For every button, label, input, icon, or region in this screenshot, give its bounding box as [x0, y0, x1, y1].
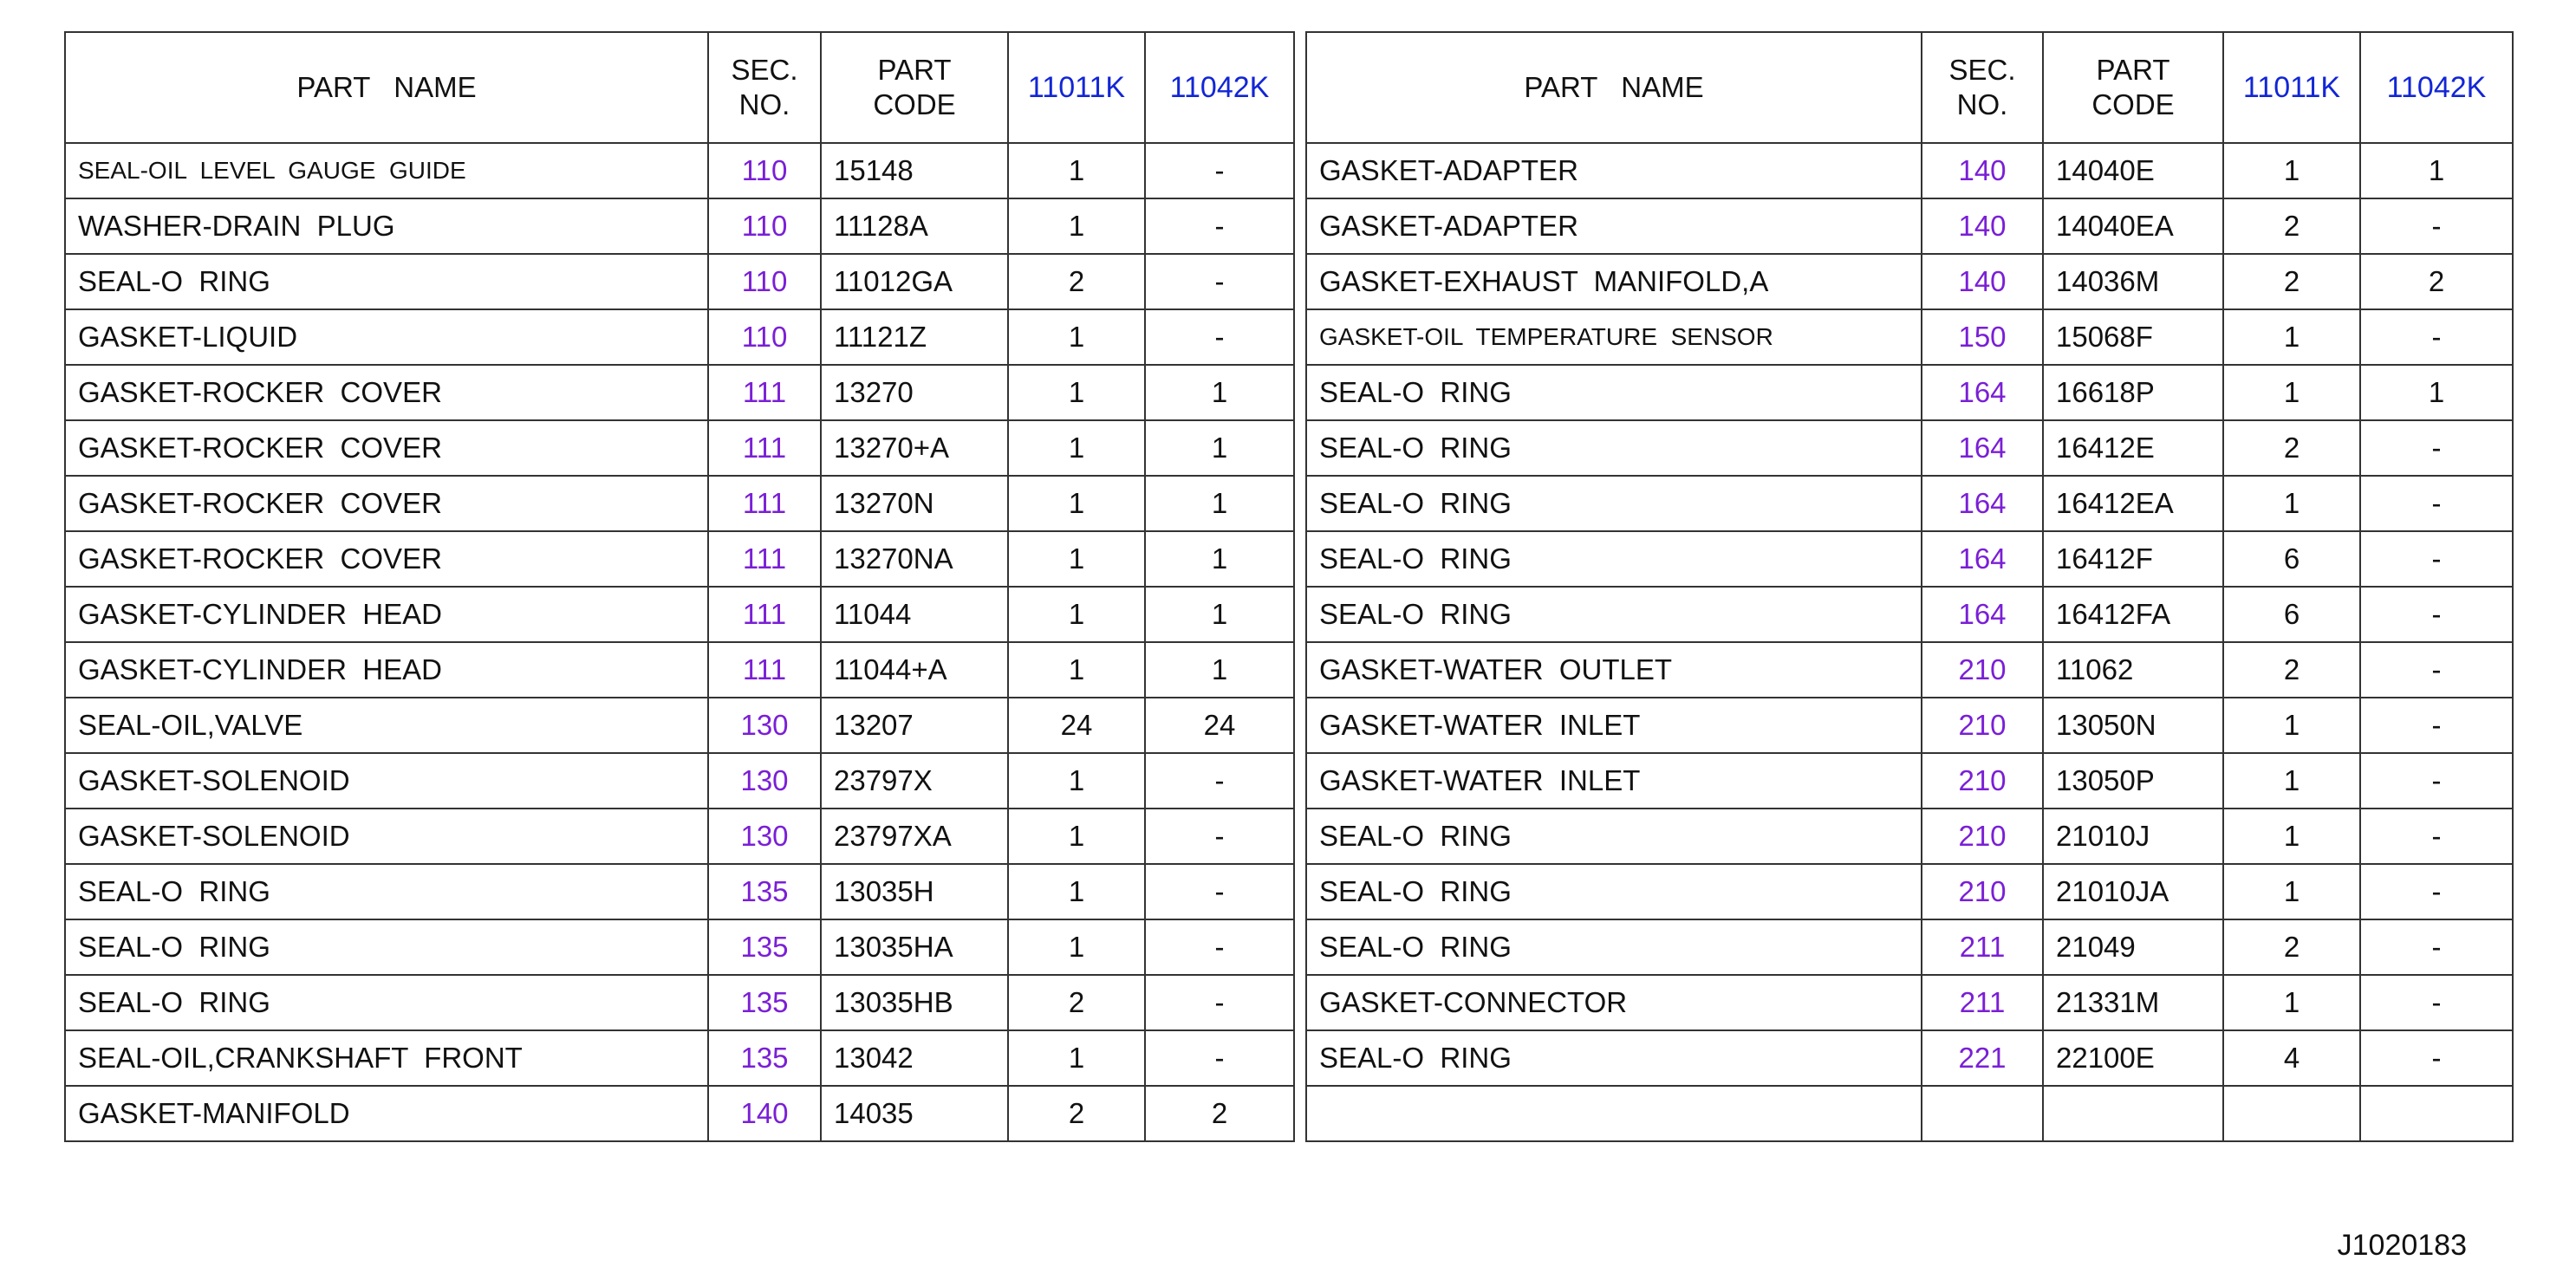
header-sec-no-left: [708, 32, 821, 143]
right-part-name: GASKET-OIL TEMPERATURE SENSOR: [1306, 309, 1922, 365]
right-part-name: SEAL-O RING: [1306, 476, 1922, 531]
right-part-code: 16412FA: [2043, 587, 2223, 642]
left-part-name: SEAL-O RING: [65, 919, 708, 975]
left-part-code: 13035HA: [821, 919, 1008, 975]
right-qty-model-a: 1: [2223, 809, 2360, 864]
table-row: [65, 143, 2513, 198]
right-sec-no: 211: [1922, 975, 2043, 1030]
column-divider: [1294, 365, 1306, 420]
left-qty-model-a: 2: [1008, 975, 1145, 1030]
column-divider: [1294, 809, 1306, 864]
right-part-name: SEAL-O RING: [1306, 420, 1922, 476]
right-sec-no: 210: [1922, 698, 2043, 753]
left-qty-model-b: -: [1145, 254, 1294, 309]
column-divider: [1294, 420, 1306, 476]
right-part-code: 13050P: [2043, 753, 2223, 809]
right-qty-model-a: 2: [2223, 198, 2360, 254]
header-model-a-left: 11011K: [1008, 32, 1145, 143]
table-row: [65, 975, 2513, 1030]
left-sec-no: 110: [708, 143, 821, 198]
right-part-name: GASKET-CONNECTOR: [1306, 975, 1922, 1030]
right-qty-model-a: 2: [2223, 642, 2360, 698]
right-qty-model-b: -: [2360, 420, 2513, 476]
column-divider: [1294, 1030, 1306, 1086]
left-qty-model-b: -: [1145, 309, 1294, 365]
left-qty-model-a: 2: [1008, 1086, 1145, 1141]
table-row: [65, 531, 2513, 587]
left-part-name: GASKET-SOLENOID: [65, 809, 708, 864]
right-part-code: 13050N: [2043, 698, 2223, 753]
right-part-name: SEAL-O RING: [1306, 864, 1922, 919]
left-part-code: 14035: [821, 1086, 1008, 1141]
left-part-code: 23797X: [821, 753, 1008, 809]
right-sec-no: 210: [1922, 642, 2043, 698]
left-part-code: 15148: [821, 143, 1008, 198]
right-part-name: SEAL-O RING: [1306, 531, 1922, 587]
right-qty-model-b: -: [2360, 531, 2513, 587]
left-part-code: 11128A: [821, 198, 1008, 254]
left-qty-model-b: 1: [1145, 476, 1294, 531]
left-qty-model-a: 1: [1008, 587, 1145, 642]
right-qty-model-a: [2223, 1086, 2360, 1141]
left-qty-model-a: 1: [1008, 531, 1145, 587]
right-part-code: 11062: [2043, 642, 2223, 698]
left-part-name: GASKET-ROCKER COVER: [65, 365, 708, 420]
left-sec-no: 135: [708, 919, 821, 975]
header-code-line2: CODE: [873, 88, 956, 120]
right-qty-model-a: 6: [2223, 531, 2360, 587]
right-sec-no: 164: [1922, 365, 2043, 420]
left-qty-model-b: 1: [1145, 365, 1294, 420]
right-part-name: GASKET-WATER INLET: [1306, 753, 1922, 809]
table-row: [65, 1030, 2513, 1086]
right-qty-model-b: 1: [2360, 143, 2513, 198]
left-sec-no: 130: [708, 698, 821, 753]
right-qty-model-b: -: [2360, 309, 2513, 365]
table-row: [65, 864, 2513, 919]
right-qty-model-a: 2: [2223, 254, 2360, 309]
left-part-name: GASKET-ROCKER COVER: [65, 531, 708, 587]
left-part-code: 13270NA: [821, 531, 1008, 587]
right-part-code: 14040E: [2043, 143, 2223, 198]
left-qty-model-b: -: [1145, 975, 1294, 1030]
header-sec-line2: NO.: [1956, 88, 2008, 120]
table-row: [65, 753, 2513, 809]
table-row: [65, 698, 2513, 753]
left-qty-model-a: 1: [1008, 420, 1145, 476]
column-divider: [1294, 753, 1306, 809]
left-part-name: SEAL-OIL,VALVE: [65, 698, 708, 753]
column-divider: [1294, 143, 1306, 198]
header-part-name-left: PART NAME: [65, 32, 708, 143]
left-sec-no: 110: [708, 254, 821, 309]
left-qty-model-b: -: [1145, 198, 1294, 254]
right-qty-model-b: -: [2360, 753, 2513, 809]
right-qty-model-a: 1: [2223, 476, 2360, 531]
right-qty-model-b: -: [2360, 587, 2513, 642]
left-qty-model-b: -: [1145, 753, 1294, 809]
right-qty-model-b: -: [2360, 476, 2513, 531]
table-row: [65, 809, 2513, 864]
left-sec-no: 111: [708, 365, 821, 420]
left-qty-model-a: 1: [1008, 864, 1145, 919]
right-qty-model-a: 2: [2223, 420, 2360, 476]
left-part-name: SEAL-OIL LEVEL GAUGE GUIDE: [65, 143, 708, 198]
drawing-code: J1020183: [2337, 1229, 2467, 1262]
left-qty-model-a: 1: [1008, 809, 1145, 864]
right-sec-no: 164: [1922, 476, 2043, 531]
table-row: [65, 420, 2513, 476]
table-row: [65, 365, 2513, 420]
left-sec-no: 111: [708, 642, 821, 698]
left-part-code: 13042: [821, 1030, 1008, 1086]
right-part-name: SEAL-O RING: [1306, 1030, 1922, 1086]
table-body: [65, 143, 2513, 1141]
table-row: [65, 198, 2513, 254]
right-sec-no: 211: [1922, 919, 2043, 975]
header-code-line1: PART: [2096, 54, 2170, 86]
right-part-code: 22100E: [2043, 1030, 2223, 1086]
table-row: [65, 919, 2513, 975]
left-qty-model-b: 1: [1145, 587, 1294, 642]
right-qty-model-b: -: [2360, 919, 2513, 975]
right-part-code: 21049: [2043, 919, 2223, 975]
right-part-code: 16618P: [2043, 365, 2223, 420]
header-part-name-right: PART NAME: [1306, 32, 1922, 143]
left-qty-model-b: -: [1145, 864, 1294, 919]
left-sec-no: 130: [708, 809, 821, 864]
left-qty-model-b: 1: [1145, 642, 1294, 698]
left-qty-model-b: -: [1145, 809, 1294, 864]
header-code-line2: CODE: [2091, 88, 2175, 120]
right-qty-model-b: 2: [2360, 254, 2513, 309]
left-qty-model-a: 1: [1008, 365, 1145, 420]
right-sec-no: 210: [1922, 864, 2043, 919]
left-part-code: 13035H: [821, 864, 1008, 919]
right-qty-model-b: -: [2360, 698, 2513, 753]
left-part-name: SEAL-O RING: [65, 975, 708, 1030]
left-part-name: GASKET-ROCKER COVER: [65, 476, 708, 531]
right-qty-model-b: -: [2360, 864, 2513, 919]
right-sec-no: 210: [1922, 753, 2043, 809]
right-part-name: [1306, 1086, 1922, 1141]
left-sec-no: 111: [708, 420, 821, 476]
right-sec-no: 210: [1922, 809, 2043, 864]
left-sec-no: 135: [708, 975, 821, 1030]
right-sec-no: 164: [1922, 531, 2043, 587]
header-code-line1: PART: [877, 54, 952, 86]
table-row: [65, 642, 2513, 698]
right-part-code: 14040EA: [2043, 198, 2223, 254]
left-part-code: 13270+A: [821, 420, 1008, 476]
column-divider: [1294, 476, 1306, 531]
table-row: [65, 476, 2513, 531]
column-divider: [1294, 698, 1306, 753]
right-qty-model-a: 2: [2223, 919, 2360, 975]
left-qty-model-b: 24: [1145, 698, 1294, 753]
left-qty-model-a: 1: [1008, 919, 1145, 975]
left-part-name: GASKET-CYLINDER HEAD: [65, 587, 708, 642]
table-row: [65, 254, 2513, 309]
left-part-code: 13270: [821, 365, 1008, 420]
left-qty-model-a: 1: [1008, 309, 1145, 365]
left-part-code: 11121Z: [821, 309, 1008, 365]
parts-table: [64, 31, 2514, 1142]
left-qty-model-a: 1: [1008, 753, 1145, 809]
left-sec-no: 110: [708, 198, 821, 254]
right-part-name: GASKET-EXHAUST MANIFOLD,A: [1306, 254, 1922, 309]
right-qty-model-a: 1: [2223, 975, 2360, 1030]
right-sec-no: 221: [1922, 1030, 2043, 1086]
right-part-name: GASKET-ADAPTER: [1306, 143, 1922, 198]
header-part-code-right: [2043, 32, 2223, 143]
left-qty-model-a: 1: [1008, 1030, 1145, 1086]
left-part-code: 11044+A: [821, 642, 1008, 698]
header-model-a-right: 11011K: [2223, 32, 2360, 143]
column-divider: [1294, 198, 1306, 254]
left-sec-no: 140: [708, 1086, 821, 1141]
right-sec-no: 140: [1922, 198, 2043, 254]
right-sec-no: [1922, 1086, 2043, 1141]
left-sec-no: 135: [708, 1030, 821, 1086]
right-qty-model-b: 1: [2360, 365, 2513, 420]
left-part-name: GASKET-CYLINDER HEAD: [65, 642, 708, 698]
table-row: [65, 587, 2513, 642]
right-qty-model-b: -: [2360, 809, 2513, 864]
right-part-name: SEAL-O RING: [1306, 587, 1922, 642]
right-part-code: 14036M: [2043, 254, 2223, 309]
right-sec-no: 150: [1922, 309, 2043, 365]
right-qty-model-a: 1: [2223, 864, 2360, 919]
left-qty-model-a: 24: [1008, 698, 1145, 753]
header-sec-line1: SEC.: [1948, 54, 2016, 86]
header-model-b-left: 11042K: [1145, 32, 1294, 143]
left-qty-model-a: 2: [1008, 254, 1145, 309]
right-sec-no: 164: [1922, 587, 2043, 642]
left-qty-model-a: 1: [1008, 198, 1145, 254]
left-part-code: 23797XA: [821, 809, 1008, 864]
left-qty-model-a: 1: [1008, 476, 1145, 531]
left-part-name: GASKET-SOLENOID: [65, 753, 708, 809]
table-row: [65, 309, 2513, 365]
left-part-code: 13270N: [821, 476, 1008, 531]
left-qty-model-a: 1: [1008, 143, 1145, 198]
left-part-code: 11044: [821, 587, 1008, 642]
table-header-row: [65, 32, 2513, 143]
right-part-code: 15068F: [2043, 309, 2223, 365]
left-qty-model-b: -: [1145, 1030, 1294, 1086]
left-sec-no: 111: [708, 476, 821, 531]
left-qty-model-b: -: [1145, 919, 1294, 975]
column-divider: [1294, 1086, 1306, 1141]
left-part-name: GASKET-LIQUID: [65, 309, 708, 365]
right-qty-model-a: 1: [2223, 143, 2360, 198]
right-part-name: GASKET-ADAPTER: [1306, 198, 1922, 254]
column-divider: [1294, 587, 1306, 642]
left-sec-no: 130: [708, 753, 821, 809]
header-part-code-left: [821, 32, 1008, 143]
left-part-name: WASHER-DRAIN PLUG: [65, 198, 708, 254]
parts-table-sheet: [64, 31, 2514, 1142]
left-part-name: SEAL-O RING: [65, 254, 708, 309]
right-qty-model-b: -: [2360, 1030, 2513, 1086]
left-sec-no: 111: [708, 531, 821, 587]
left-qty-model-b: 1: [1145, 420, 1294, 476]
right-part-name: SEAL-O RING: [1306, 809, 1922, 864]
right-part-name: SEAL-O RING: [1306, 919, 1922, 975]
left-part-name: GASKET-MANIFOLD: [65, 1086, 708, 1141]
left-part-name: SEAL-O RING: [65, 864, 708, 919]
right-qty-model-b: -: [2360, 975, 2513, 1030]
left-part-code: 13207: [821, 698, 1008, 753]
column-divider: [1294, 864, 1306, 919]
right-part-code: 16412EA: [2043, 476, 2223, 531]
column-divider: [1294, 642, 1306, 698]
right-qty-model-a: 6: [2223, 587, 2360, 642]
table-row: [65, 1086, 2513, 1141]
column-divider: [1294, 919, 1306, 975]
right-part-code: 21010J: [2043, 809, 2223, 864]
right-qty-model-a: 1: [2223, 309, 2360, 365]
right-part-code: 21331M: [2043, 975, 2223, 1030]
right-part-name: GASKET-WATER INLET: [1306, 698, 1922, 753]
right-sec-no: 164: [1922, 420, 2043, 476]
header-model-b-right: 11042K: [2360, 32, 2513, 143]
left-qty-model-a: 1: [1008, 642, 1145, 698]
right-qty-model-a: 1: [2223, 753, 2360, 809]
right-qty-model-b: [2360, 1086, 2513, 1141]
left-qty-model-b: 2: [1145, 1086, 1294, 1141]
column-divider: [1294, 32, 1306, 143]
right-qty-model-b: -: [2360, 198, 2513, 254]
right-part-code: 21010JA: [2043, 864, 2223, 919]
left-sec-no: 110: [708, 309, 821, 365]
header-sec-line1: SEC.: [731, 54, 798, 86]
left-sec-no: 111: [708, 587, 821, 642]
column-divider: [1294, 531, 1306, 587]
left-part-name: GASKET-ROCKER COVER: [65, 420, 708, 476]
right-qty-model-a: 1: [2223, 698, 2360, 753]
header-sec-line2: NO.: [738, 88, 790, 120]
header-sec-no-right: [1922, 32, 2043, 143]
left-qty-model-b: 1: [1145, 531, 1294, 587]
right-qty-model-b: -: [2360, 642, 2513, 698]
right-qty-model-a: 4: [2223, 1030, 2360, 1086]
column-divider: [1294, 309, 1306, 365]
right-part-code: [2043, 1086, 2223, 1141]
column-divider: [1294, 254, 1306, 309]
left-part-code: 11012GA: [821, 254, 1008, 309]
right-part-name: GASKET-WATER OUTLET: [1306, 642, 1922, 698]
left-part-code: 13035HB: [821, 975, 1008, 1030]
column-divider: [1294, 975, 1306, 1030]
right-part-name: SEAL-O RING: [1306, 365, 1922, 420]
right-qty-model-a: 1: [2223, 365, 2360, 420]
left-qty-model-b: -: [1145, 143, 1294, 198]
left-part-name: SEAL-OIL,CRANKSHAFT FRONT: [65, 1030, 708, 1086]
right-part-code: 16412E: [2043, 420, 2223, 476]
right-sec-no: 140: [1922, 143, 2043, 198]
right-sec-no: 140: [1922, 254, 2043, 309]
right-part-code: 16412F: [2043, 531, 2223, 587]
left-sec-no: 135: [708, 864, 821, 919]
